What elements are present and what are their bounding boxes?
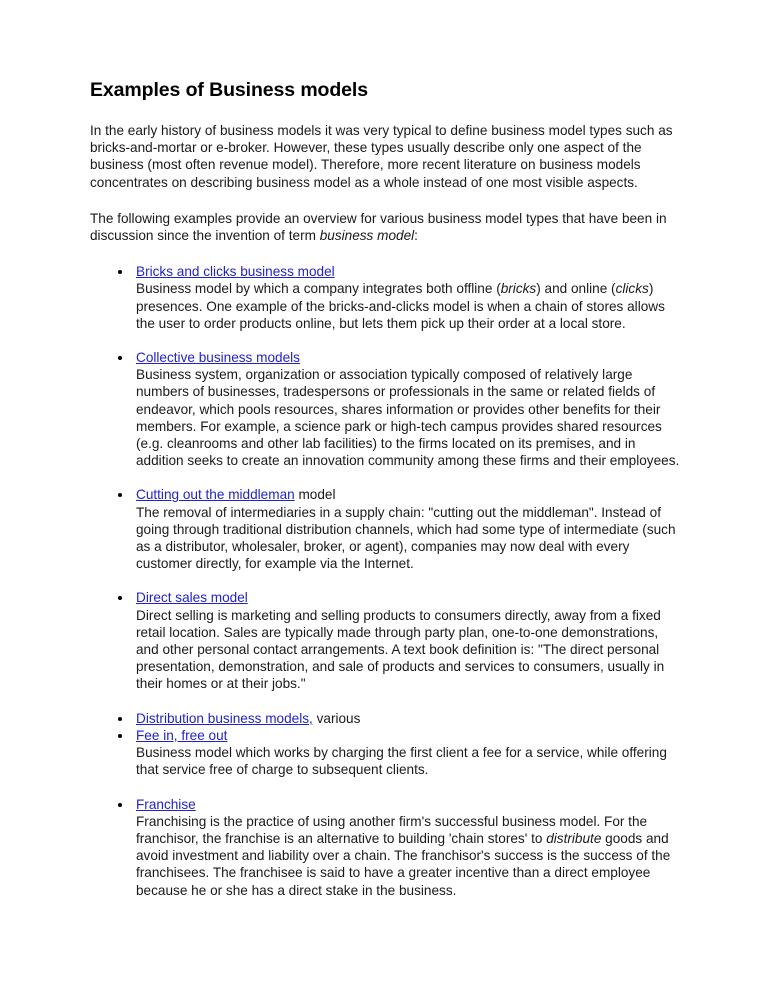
body-text: ) and online ( [536, 281, 616, 297]
list-item [90, 710, 682, 727]
model-link[interactable]: Direct sales model [136, 590, 248, 606]
list-item [90, 349, 682, 469]
list-item-description [136, 366, 682, 469]
model-link[interactable]: Fee in, free out [136, 727, 228, 743]
list-item-heading [136, 796, 682, 813]
body-text: Business model by which a company integrates both offline ( [136, 281, 501, 297]
list-item-heading [136, 263, 682, 280]
document-content [90, 78, 682, 899]
list-item-description [136, 813, 682, 899]
lead-in-after: : [414, 228, 418, 244]
emphasis-text: clicks [615, 281, 649, 297]
list-item-heading [136, 486, 682, 503]
body-text: goods and avoid investment and liability over a chain. The franchisor's success is the success of the franchisees. The franchisee is said to have a greater incentive than a direct employee because he or she has a direct stake in the business. [136, 830, 671, 898]
model-link[interactable]: Cutting out the middleman [136, 487, 295, 503]
business-model-list [90, 263, 682, 899]
list-item-description [136, 744, 682, 778]
body-text: The removal of intermediaries in a supply chain: "cutting out the middleman". Instead of going through traditional distribution channels, which had some type of intermediate (such as a distributor, wholesaler, broker, or agent), companies may now deal with every customer directly, for example via the Internet. [136, 504, 676, 572]
list-item-heading [136, 589, 682, 606]
list-item [90, 727, 682, 779]
list-item [90, 589, 682, 692]
model-link[interactable]: Collective business models [136, 350, 300, 366]
emphasis-text: bricks [500, 281, 537, 297]
list-item-description [136, 280, 682, 332]
emphasis-text: distribute [546, 830, 602, 846]
list-item-heading [136, 727, 682, 744]
body-text: Franchising is the practice of using another firm's successful business model. For the franchisor, the franchise is an alternative to building 'chain stores' to [136, 813, 648, 846]
body-text: Business system, organization or association typically composed of relatively large numbers of businesses, tradespersons or professionals in the same or related fields of endeavor, which pools resources, shares information or provides other benefits for their members. For example, a science park or high-tech campus provides shared resources (e.g. cleanrooms and other lab facilities) to the firms located on its premises, and in addition seeks to create an innovation community among these firms and their employees. [136, 367, 680, 469]
list-item-heading-suffix: model [294, 487, 336, 503]
list-item-heading [136, 349, 682, 366]
lead-in-before: The following examples provide an overview for various business model types that have been in discussion since the invention of term [90, 210, 667, 244]
lead-in-italic-term: business model [319, 228, 415, 244]
model-link[interactable]: Franchise [136, 796, 196, 812]
model-link[interactable]: Distribution business models, [136, 710, 313, 726]
body-text: Direct selling is marketing and selling products to consumers directly, away from a fixed retail location. Sales are typically made through party plan, one-to-one demonstrations, and other personal contact arrangements. A text book definition is: "The direct personal presentation, demonstration, and sale of products and services to consumers, usually in their homes or at their jobs." [136, 607, 665, 692]
list-item-heading [136, 710, 682, 727]
intro-paragraph: In the early history of business models it was very typical to define business model types such as bricks-and-mortar or e-broker. However, these types usually describe only one aspect of the business (most often revenue model). Therefore, more recent literature on business models concentrates on describing business model as a whole instead of one most visible aspects. [90, 123, 673, 190]
list-item [90, 263, 682, 332]
body-text: Business model which works by charging the first client a fee for a service, while offering that service free of charge to subsequent clients. [136, 745, 667, 778]
list-item-heading-suffix: various [312, 710, 361, 726]
list-item [90, 486, 682, 572]
page-title: Examples of Business models [90, 79, 368, 101]
list-item [90, 796, 682, 899]
body-text: ) presences. One example of the bricks-and-clicks model is when a chain of stores allows the user to order products online, but lets them pick up their order at a local store. [136, 281, 665, 331]
list-item-description [136, 607, 682, 693]
lead-in-paragraph [90, 210, 682, 244]
list-item-description [136, 504, 682, 573]
model-link[interactable]: Bricks and clicks business model [136, 264, 335, 280]
